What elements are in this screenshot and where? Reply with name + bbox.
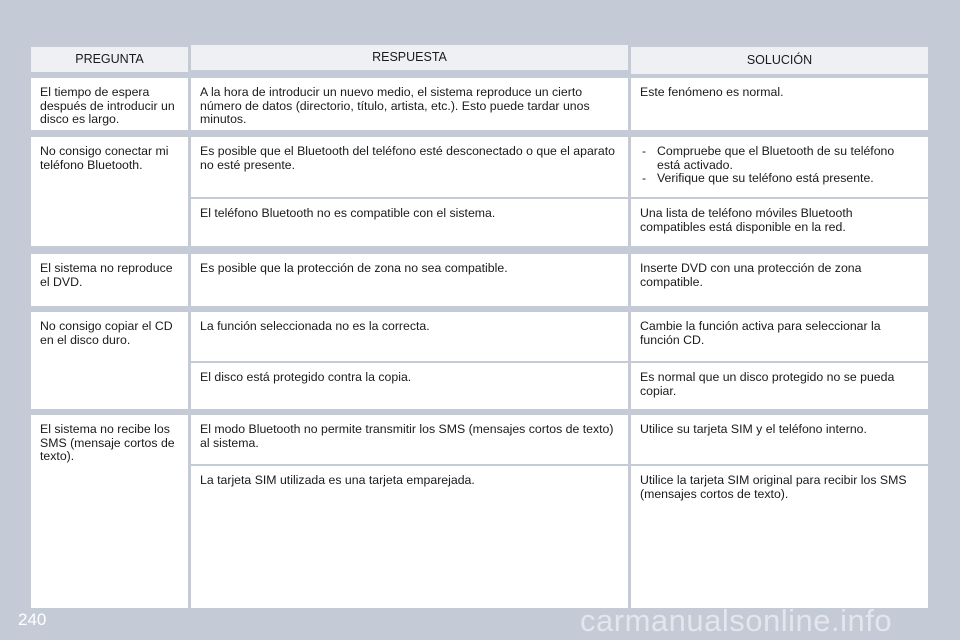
solution-cell: Es normal que un disco protegido no se pueda copiar. (631, 363, 928, 409)
solution-cell: Inserte DVD con una protección de zona compatible. (631, 254, 928, 306)
solution-cell: Cambie la función activa para seleccionar la función CD. (631, 312, 928, 361)
answer-cell: A la hora de introducir un nuevo medio, el sistema reproduce un cierto número de datos (directorio, título, artista, etc.). Esto puede tardar unos minutos. (191, 78, 628, 130)
solution-cell: Utilice la tarjeta SIM original para recibir los SMS (mensajes cortos de texto). (631, 466, 928, 608)
header-pregunta: PREGUNTA (31, 47, 188, 72)
solution-cell (631, 137, 928, 197)
answer-cell: El disco está protegido contra la copia. (191, 363, 628, 409)
header-respuesta: RESPUESTA (191, 45, 628, 70)
answer-cell: Es posible que la protección de zona no sea compatible. (191, 254, 628, 306)
solution-cell: Una lista de teléfono móviles Bluetooth compatibles está disponible en la red. (631, 199, 928, 246)
answer-cell: Es posible que el Bluetooth del teléfono esté desconectado o que el aparato no esté presente. (191, 137, 628, 197)
answer-cell: La función seleccionada no es la correcta. (191, 312, 628, 361)
question-cell: El sistema no recibe los SMS (mensaje cortos de texto). (31, 415, 188, 608)
solution-list-item: - Verifique que su teléfono está presente. (640, 172, 920, 186)
question-cell: No consigo conectar mi teléfono Bluetooth. (31, 137, 188, 246)
header-solucion: SOLUCIÓN (631, 47, 928, 74)
watermark: carmanualsonline.info (580, 603, 893, 638)
page-number: 240 (18, 610, 47, 629)
solution-cell: Este fenómeno es normal. (631, 78, 928, 130)
question-cell: El tiempo de espera después de introducir un disco es largo. (31, 78, 188, 130)
question-cell: El sistema no reproduce el DVD. (31, 254, 188, 306)
answer-cell: El modo Bluetooth no permite transmitir los SMS (mensajes cortos de texto) al sistema. (191, 415, 628, 464)
solution-list (640, 145, 920, 186)
solution-list-item: - Compruebe que el Bluetooth de su teléfono está activado. (640, 145, 920, 172)
answer-cell: El teléfono Bluetooth no es compatible con el sistema. (191, 199, 628, 246)
answer-cell: La tarjeta SIM utilizada es una tarjeta emparejada. (191, 466, 628, 608)
solution-cell: Utilice su tarjeta SIM y el teléfono interno. (631, 415, 928, 464)
question-cell: No consigo copiar el CD en el disco duro. (31, 312, 188, 409)
